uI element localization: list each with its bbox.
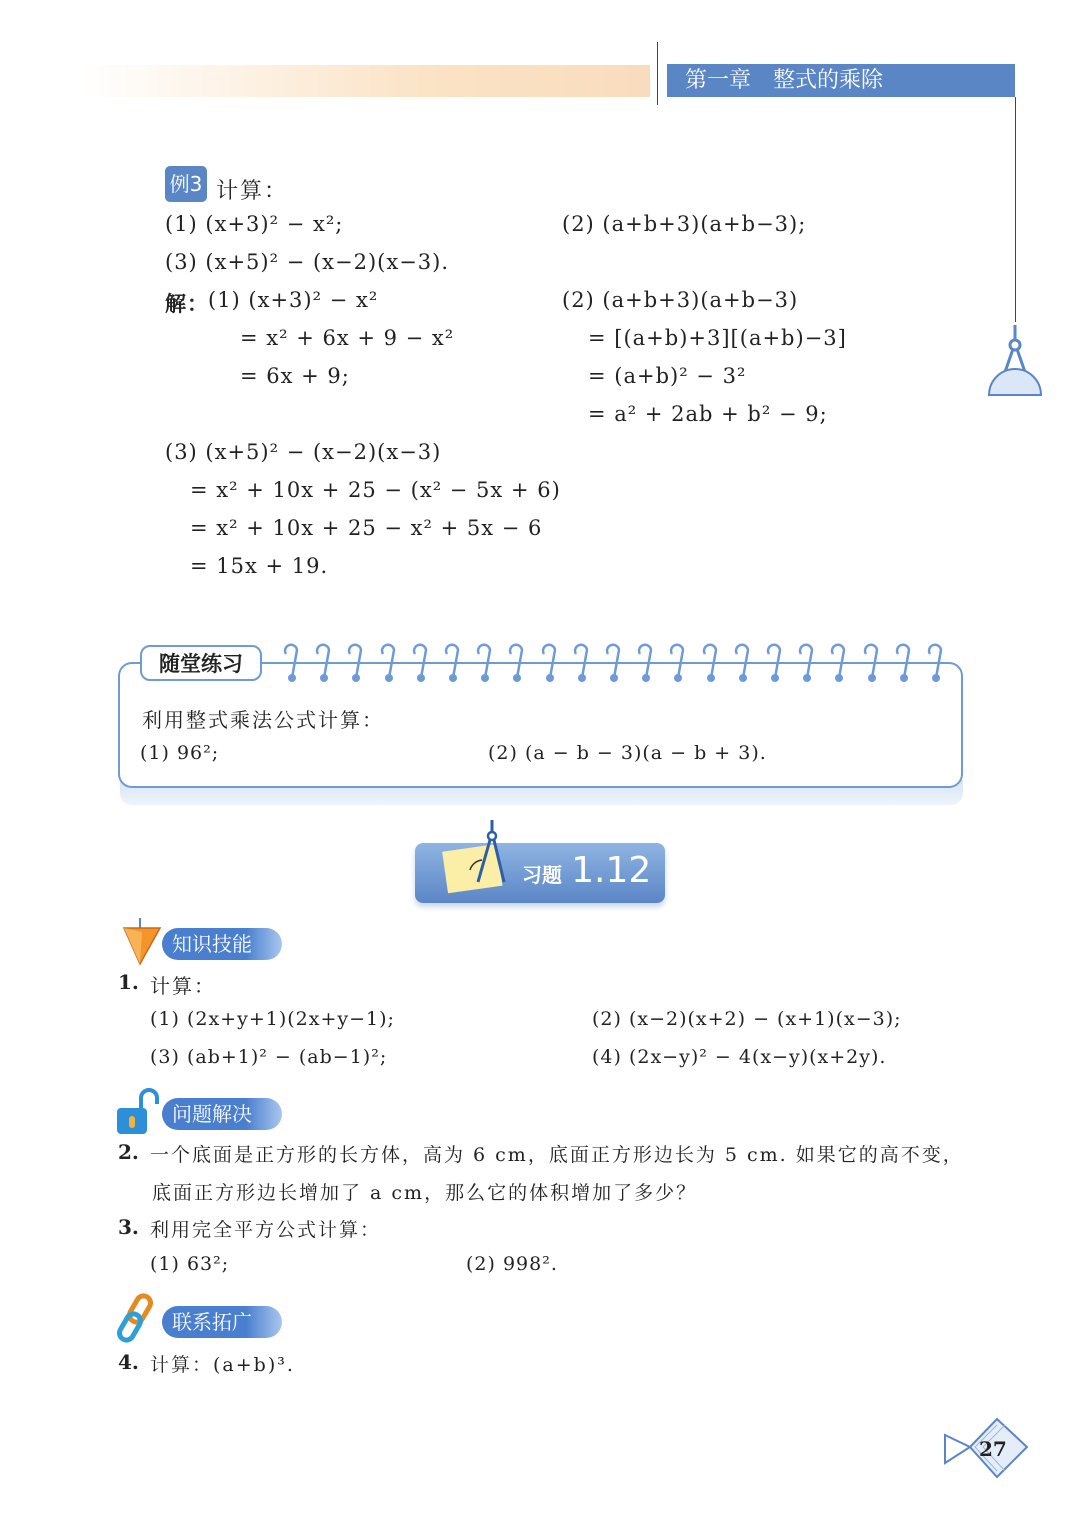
solution-1-line: = x² + 6x + 9 − x² xyxy=(240,326,455,350)
solution-1-line: = 6x + 9; xyxy=(240,364,350,388)
problem-number: 2. xyxy=(118,1140,139,1164)
problem-1-item: (4) (2x−y)² − 4(x−y)(x+2y). xyxy=(592,1046,887,1068)
margin-line xyxy=(1015,97,1016,322)
spiral-ring xyxy=(637,640,653,682)
solution-3-line: (3) (x+5)² − (x−2)(x−3) xyxy=(165,440,442,464)
header-decoration xyxy=(80,65,650,97)
compass-protractor-icon xyxy=(985,325,1045,400)
spiral-ring xyxy=(315,640,331,682)
spiral-ring xyxy=(895,640,911,682)
header-divider xyxy=(657,42,658,105)
problem-1-item: (1) (2x+y+1)(2x+y−1); xyxy=(150,1008,395,1030)
spiral-ring xyxy=(508,640,524,682)
solution-2-line: = a² + 2ab + b² − 9; xyxy=(588,402,828,426)
exercise-label: 习题 xyxy=(522,863,562,887)
spiral-ring xyxy=(766,640,782,682)
compass-note-icon xyxy=(440,820,515,895)
solution-3-line: = x² + 10x + 25 − x² + 5x − 6 xyxy=(190,516,543,540)
spiral-ring xyxy=(798,640,814,682)
spiral-ring xyxy=(605,640,621,682)
spiral-ring xyxy=(734,640,750,682)
practice-prompt: 利用整式乘法公式计算： xyxy=(142,708,384,732)
spiral-ring xyxy=(412,640,428,682)
spiral-ring xyxy=(380,640,396,682)
problem-number: 3. xyxy=(118,1215,139,1239)
chain-link-icon xyxy=(115,1293,161,1343)
spiral-ring xyxy=(283,640,299,682)
problem-3-item: (2) 998². xyxy=(466,1253,558,1275)
section-extension: 联系拓广 xyxy=(162,1306,282,1338)
page-number: 27 xyxy=(979,1437,1007,1461)
exercise-title xyxy=(522,850,651,891)
example-question-1: (1) (x+3)² − x²; xyxy=(165,212,344,236)
practice-title: 随堂练习 xyxy=(140,645,262,681)
section-knowledge-skills: 知识技能 xyxy=(162,928,282,960)
spiral-ring xyxy=(927,640,943,682)
problem-4-text: 计算：(a+b)³. xyxy=(150,1354,295,1376)
chapter-title: 第一章 整式的乘除 xyxy=(667,64,1015,97)
solution-3-line: = 15x + 19. xyxy=(190,554,329,578)
example-question-2: (2) (a+b+3)(a+b−3); xyxy=(562,212,807,236)
practice-item-2: (2) (a − b − 3)(a − b + 3). xyxy=(488,742,767,764)
problem-number: 1. xyxy=(118,970,139,994)
section-problem-solving: 问题解决 xyxy=(162,1098,282,1130)
spiral-ring xyxy=(347,640,363,682)
problem-2-line: 底面正方形边长增加了 a cm，那么它的体积增加了多少？ xyxy=(152,1182,698,1204)
spiral-ring xyxy=(863,640,879,682)
spiral-ring xyxy=(830,640,846,682)
solution-2-line: = [(a+b)+3][(a+b)−3] xyxy=(588,326,847,350)
solution-2-line: (2) (a+b+3)(a+b−3) xyxy=(562,288,799,312)
problem-1-item: (2) (x−2)(x+2) − (x+1)(x−3); xyxy=(592,1008,902,1030)
problem-number: 4. xyxy=(118,1350,139,1374)
spiral-ring xyxy=(669,640,685,682)
solution-label: 解： xyxy=(165,291,209,316)
example-question-3: (3) (x+5)² − (x−2)(x−3). xyxy=(165,250,450,274)
problem-1-item: (3) (ab+1)² − (ab−1)²; xyxy=(150,1046,388,1068)
problem-3-item: (1) 63²; xyxy=(150,1253,230,1275)
cone-pendulum-icon xyxy=(122,918,162,966)
spiral-ring xyxy=(702,640,718,682)
spiral-ring xyxy=(573,640,589,682)
spiral-ring xyxy=(476,640,492,682)
solution-3-line: = x² + 10x + 25 − (x² − 5x + 6) xyxy=(190,478,561,502)
problem-2-line: 一个底面是正方形的长方体，高为 6 cm，底面正方形边长为 5 cm. 如果它的高不变， xyxy=(150,1144,964,1166)
practice-item-1: (1) 96²; xyxy=(140,742,220,764)
exercise-number: 1.12 xyxy=(571,850,652,891)
example-badge: 例3 xyxy=(165,166,207,202)
spiral-ring xyxy=(444,640,460,682)
problem-1-prompt: 计算： xyxy=(150,974,216,998)
spiral-ring xyxy=(541,640,557,682)
problem-3-prompt: 利用完全平方公式计算： xyxy=(150,1219,382,1241)
solution-2-line: = (a+b)² − 3² xyxy=(588,364,747,388)
solution-1-line: (1) (x+3)² − x² xyxy=(208,288,379,312)
example-prompt: 计算： xyxy=(216,179,289,204)
open-lock-icon xyxy=(115,1088,161,1136)
